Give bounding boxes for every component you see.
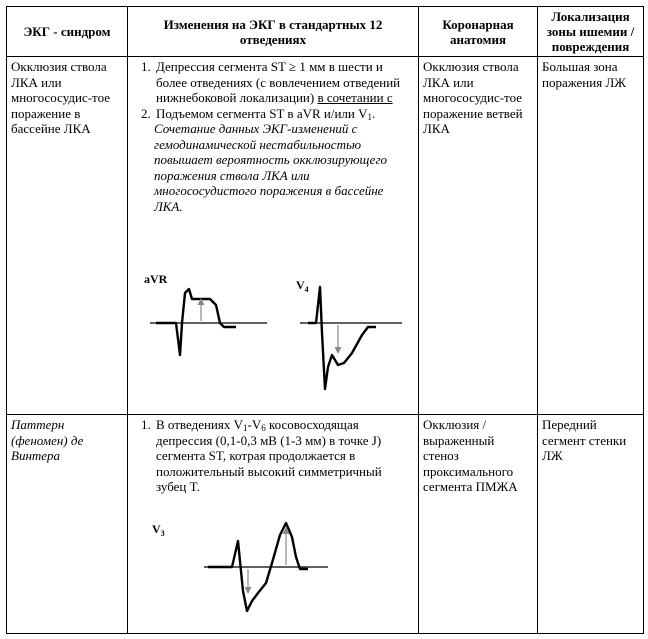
header-coronary-anatomy: Коронарная анатомия (419, 7, 538, 56)
criterion-item: 1. В отведениях $V_1-V_6$ косовосходящая депрессия (0,1-0,3 мВ (1-3 мм) в точке J) сегмента ST, котрая продолжается в положительный высокий симметричный зубец T. (154, 417, 414, 495)
syndrome-text: Паттерн (феномен) де Винтера (11, 417, 84, 463)
criterion-item: 2. Подъемом сегмента ST в aVR и/или $V_1$. (154, 106, 414, 122)
table-row-de-winter (7, 415, 643, 633)
ecg-diagram-v3 (148, 515, 348, 625)
ecg-changes-cell (128, 415, 419, 633)
zone-text: Большая зона поражения ЛЖ (542, 59, 626, 90)
criterion-item: 1. Депрессия сегмента ST ≥ 1 мм в шести и более отведениях (с вовлечением отведений нижнебоковой локализации) в сочетании с (154, 59, 414, 106)
st-depression-arrowhead (335, 347, 342, 354)
ecg-changes-cell (128, 57, 419, 414)
anatomy-cell (419, 415, 538, 633)
lead-label-v3: $V_3$ (152, 522, 165, 538)
lead-label-v4: $V_4$ (296, 278, 309, 294)
header-ischemia-zone: Локализация зоны ишемии / повреждения (546, 9, 635, 54)
zone-text: Передний сегмент стенки ЛЖ (542, 417, 627, 463)
table-row-lca-occlusion (7, 57, 643, 415)
ecg-diagram-avr-v4 (132, 271, 415, 403)
lead-label-avr: aVR (144, 272, 168, 286)
st-depression-arrowhead (245, 587, 252, 594)
header-ecg-syndrome: ЭКГ - синдром (7, 7, 128, 56)
zone-cell (538, 57, 643, 414)
anatomy-text: Окклюзия / выраженный стеноз проксимального сегмента ПМЖА (423, 417, 518, 494)
conjunction-text: в сочетании с (317, 90, 393, 105)
ecg-syndromes-table (6, 6, 644, 634)
syndrome-cell (7, 57, 128, 414)
header-row (7, 7, 643, 57)
zone-cell (538, 415, 643, 633)
header-ecg-changes: Изменения на ЭКГ в стандартных 12 отведениях (128, 7, 419, 56)
syndrome-cell (7, 415, 128, 633)
criteria-list (132, 59, 414, 121)
syndrome-text: Окклюзия ствола ЛКА или многососудис-тое поражение в бассейне ЛКА (11, 59, 110, 136)
anatomy-text: Окклюзия ствола ЛКА или многососудис-тое поражение ветвей ЛКА (423, 59, 523, 136)
ecg-waveform-v4 (308, 287, 376, 389)
anatomy-cell (419, 57, 538, 414)
clinical-note: Сочетание данных ЭКГ-изменений с гемодинамической нестабильностью повышает вероятность окклюзирующего поражения ствола ЛКА или многососудистого поражения в бассейне ЛКА. (154, 121, 388, 214)
ecg-waveform-avr (156, 289, 236, 355)
criteria-list (132, 417, 414, 495)
